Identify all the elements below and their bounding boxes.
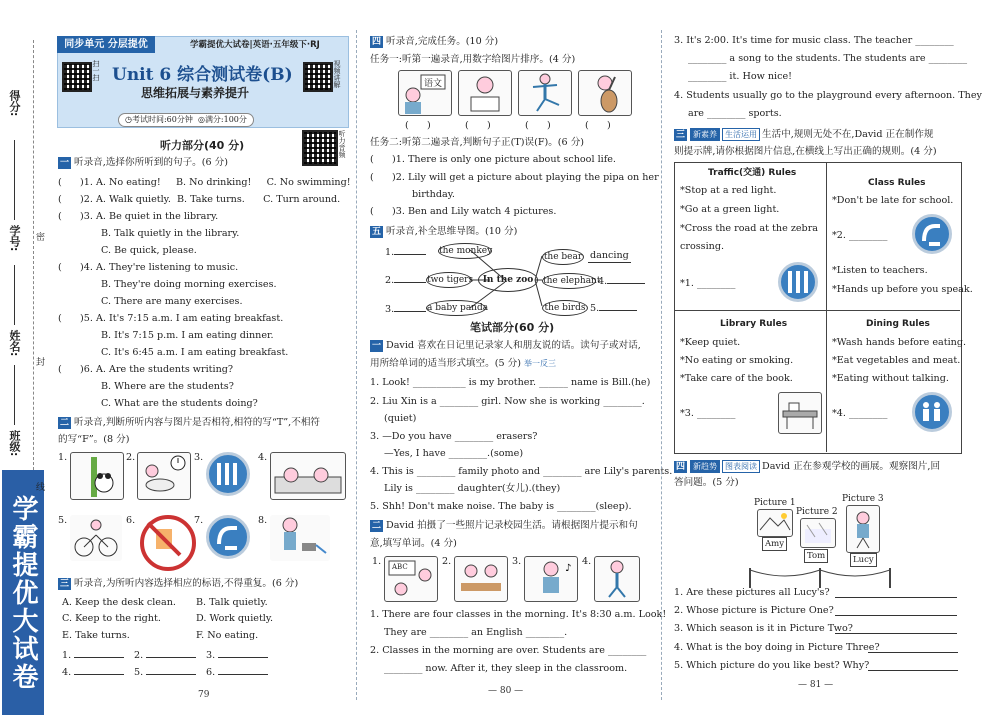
writing-4-title: 四 新趋势 图表阅读 David 正在参观学校的画展。观察图片,回 (675, 461, 941, 472)
rule-line: *Don't be late for school. (832, 195, 954, 206)
pic-num: 4. (258, 452, 268, 463)
slogan-option: A. Keep the desk clean. (62, 597, 176, 608)
writing-1-title-cont: 用所给单词的适当形式填空。(5 分) 举一反三 (370, 358, 557, 369)
order-paren[interactable]: ( ) (525, 120, 551, 131)
order-paren[interactable]: ( ) (585, 120, 611, 131)
picture-clean-desk (778, 392, 822, 434)
fill-line: Lily is ________ daughter(女儿).(they) (384, 483, 561, 494)
qr-right-label: 视频讲解 (333, 60, 341, 88)
fill-line: 2. Liu Xin is a ________ girl. Now she is working ________. (370, 396, 645, 407)
seal-xian: 线 (36, 483, 46, 493)
picture-english-class (384, 556, 438, 602)
svg-text:语文: 语文 (424, 79, 443, 89)
answer-blank[interactable]: 5. (134, 665, 196, 679)
section-3-title: 三 听录音,为所听内容选择相应的标语,不得重复。(6 分) (59, 578, 299, 589)
picture-bicycle (70, 515, 122, 561)
node-the-monkey: the monkey (438, 243, 492, 259)
slogan-option: B. Talk quietly. (196, 597, 268, 608)
slogan-option: F. No eating. (196, 630, 259, 641)
answer-blank[interactable]: 3. (206, 648, 268, 662)
rule-blank[interactable]: *1. ________ (680, 278, 736, 289)
pic-num: 2. (126, 452, 136, 463)
node-the-birds: the birds (542, 300, 588, 316)
answer-line[interactable] (835, 633, 957, 634)
qr-code-audio (302, 130, 338, 166)
picture-panda (70, 452, 124, 500)
rule-line: *Take care of the book. (680, 373, 793, 384)
pic-num: 4. (582, 556, 592, 567)
writing-title: 笔试部分(60 分) (470, 321, 555, 334)
node-center-zoo: In the zoo (478, 268, 538, 292)
picture-3-label: Picture 3 (842, 494, 884, 504)
pic-num: 6. (126, 515, 136, 526)
sign-keep-right-icon (206, 452, 250, 496)
slogan-option: D. Work quietly. (196, 613, 274, 624)
link-tag[interactable]: 举一反三 (524, 359, 557, 368)
rule-line: *Stop at a red light. (680, 185, 777, 196)
answer-line[interactable] (868, 652, 958, 653)
rule-line: *Eating without talking. (832, 373, 949, 384)
id-label: 学号: (8, 225, 21, 252)
picture-watering (270, 515, 330, 561)
fill-line: They are ________ an English ________. (384, 627, 568, 638)
section-4-title: 四 听录音,完成任务。(10 分) (371, 36, 499, 47)
fill-line: 4. Students usually go to the playground every afternoon. They (674, 90, 982, 101)
fill-line: (quiet) (384, 413, 417, 424)
header-badge: 同步单元 分层提优 (57, 36, 155, 53)
keep-right-sign-icon (778, 262, 818, 302)
spine-strip (0, 0, 46, 715)
picture-eating-clock (137, 452, 191, 500)
page-number: 79 (198, 690, 210, 700)
listening-title: 听力部分(40 分) (160, 139, 245, 152)
mind-num-5: 5. (590, 301, 637, 315)
question: 5. Which picture do you like best? Why? (674, 660, 870, 671)
page-number: — 80 — (488, 686, 524, 696)
q-line: C. Be quick, please. (101, 245, 197, 256)
rule-blank[interactable]: *3. ________ (680, 408, 736, 419)
fill-line: 3. It's 2:00. It's time for music class. The teacher ________ (674, 35, 954, 46)
rule-blank[interactable]: *4. ________ (832, 408, 888, 419)
q-line: ( )5. A. It's 7:15 a.m. I am eating breakfast. (58, 313, 284, 324)
answer-line[interactable] (835, 597, 957, 598)
q-line: ( )6. A. Are the students writing? (58, 364, 234, 375)
pic-num: 2. (442, 556, 452, 567)
q-line: B. They're doing morning exercises. (101, 279, 277, 290)
mind-num-3: 3. (385, 302, 426, 316)
picture-sports (594, 556, 640, 602)
fill-line: 1. There are four classes in the morning. It's 8:30 a.m. Look! (370, 609, 667, 620)
picture-music-class (524, 556, 578, 602)
brand-vertical: 学霸提优大试卷 (2, 470, 44, 715)
tf-line: birthday. (412, 189, 455, 200)
q-line: ( )3. A. Be quiet in the library. (58, 211, 219, 222)
rule-line: *Wash hands before eating. (832, 337, 967, 348)
rule-line: *No eating or smoking. (680, 355, 794, 366)
picture-reading-girl (458, 70, 512, 116)
class-label: 班级: (8, 430, 21, 457)
fill-line: 2. Classes in the morning are over. Students are ________ (370, 645, 647, 656)
question: 4. What is the boy doing in Picture Three? (674, 642, 880, 653)
pic-num: 1. (58, 452, 68, 463)
q-line: B. Talk quietly in the library. (101, 228, 240, 239)
traffic-rules-title: Traffic(交通) Rules (708, 168, 797, 178)
node-two-tigers: two tigers (426, 272, 472, 288)
pic-num: 1. (372, 556, 382, 567)
abc-board: ABC (392, 563, 408, 571)
rule-line: *Eat vegetables and meat. (832, 355, 961, 366)
take-turns-sign-icon (912, 214, 952, 254)
picture-2-frame (800, 518, 836, 548)
question: 1. Are these pictures all Lucy's? (674, 587, 830, 598)
section-2-title-cont: 的写“F”。(8 分) (58, 434, 130, 445)
fill-line: ________ it. How nice! (688, 71, 793, 82)
question: 3. Which season is it in Picture Two? (674, 623, 853, 634)
section-5-title: 五 听录音,补全思维导图。(10 分) (371, 226, 518, 237)
seal-feng: 封 (36, 358, 46, 368)
answer-blank[interactable]: 2. (134, 648, 196, 662)
pic-num: 3. (512, 556, 522, 567)
pic-num: 8. (258, 515, 268, 526)
picture-sleeping (270, 452, 346, 500)
q-line: B. It's 7:15 p.m. I am eating dinner. (101, 330, 274, 341)
rule-line: crossing. (680, 241, 725, 252)
q-line: C. It's 6:45 a.m. I am eating breakfast. (101, 347, 289, 358)
dining-rules-title: Dining Rules (866, 319, 930, 329)
picture-1-owner: Amy (762, 537, 787, 551)
fill-line: 4. This is ________ family photo and ________ are Lily's parents. (370, 466, 673, 477)
node-the-bear: the bear (542, 249, 584, 265)
answer-line[interactable] (868, 670, 958, 671)
order-paren[interactable]: ( ) (405, 120, 431, 131)
picture-lunch (454, 556, 508, 602)
score-icon: ◎ (197, 115, 205, 124)
fill-line: ________ now. After it, they sleep in the classroom. (384, 663, 628, 674)
writing-3-title-cont: 则提示牌,请你根据图片信息,在横线上写出正确的规则。(4 分) (674, 146, 937, 157)
picture-dancing (518, 70, 572, 116)
tf-line: ( )2. Lily will get a picture about playing the pipa on her (370, 172, 659, 183)
node-dancing: dancing (590, 250, 629, 261)
picture-2-label: Picture 2 (796, 507, 838, 517)
q-line: B. Where are the students? (101, 381, 234, 392)
qr-audio-label: 听力音频 (338, 130, 346, 158)
q-line: ( )1. A. No eating! B. No drinking! C. No swimming! (58, 177, 351, 188)
answer-blank[interactable]: 4. (62, 665, 124, 679)
order-paren[interactable]: ( ) (465, 120, 491, 131)
mind-num-1: 1. (385, 245, 426, 259)
answer-blank[interactable]: 6. (206, 665, 268, 679)
task-2-title: 任务二:听第二遍录音,判断句子正(T)误(F)。(6 分) (370, 137, 585, 148)
qr-left-label: 扫一扫 (92, 60, 100, 81)
score-label: 得分: (8, 90, 21, 117)
name-label: 姓名: (8, 330, 21, 357)
mind-num-2: 2. (385, 273, 426, 287)
writing-2-title: 二 David 拍摄了一些照片记录校园生活。请根据图片提示和句 (371, 520, 638, 531)
writing-4-title-cont: 答问题。(5 分) (674, 477, 739, 488)
pic-num: 7. (194, 515, 204, 526)
fill-line: ________ a song to the students. The students are ________ (688, 53, 968, 64)
writing-1-title: 一 David 喜欢在日记里记录家人和朋友说的话。读句子或对话, (371, 340, 641, 351)
picture-3-frame (846, 505, 880, 553)
q-line: C. There are many exercises. (101, 296, 243, 307)
writing-2-title-cont: 意,填写单词。(4 分) (370, 538, 457, 549)
exam-info: ◷考试时间:60分钟 ◎满分:100分 (118, 113, 254, 127)
answer-blank[interactable]: 1. (62, 648, 124, 662)
fill-line: —Yes, I have ________.(some) (384, 448, 524, 459)
picture-1-frame (757, 509, 793, 537)
header-series: 学霸提优大试卷|英语·五年级下·RJ (190, 40, 320, 50)
rule-line: *Cross the road at the zebra (680, 223, 818, 234)
slogan-option: E. Take turns. (62, 630, 130, 641)
fill-line: 5. Shh! Don't make noise. The baby is ________(sleep). (370, 501, 632, 512)
fill-line: 3. —Do you have ________ erasers? (370, 431, 538, 442)
node-a-baby-panda: a baby panda (426, 300, 486, 316)
picture-1-label: Picture 1 (754, 498, 796, 508)
unit-subtitle: 思维拓展与素养提升 (141, 86, 250, 100)
rule-blank[interactable]: *2. ________ (832, 230, 888, 241)
task-1-title: 任务一:听第一遍录音,用数字给图片排序。(4 分) (370, 54, 576, 65)
pic-num: 3. (194, 452, 204, 463)
answer-line[interactable] (835, 615, 957, 616)
fill-line: 1. Look! ___________ is my brother. ______ name is Bill.(he) (370, 377, 651, 388)
picture-chinese-class (398, 70, 452, 116)
picture-playing-pipa (578, 70, 632, 116)
mind-num-4: 4. (598, 274, 645, 288)
qr-code-right (303, 62, 333, 92)
sign-take-turns-icon (206, 515, 250, 559)
fill-line: are ________ sports. (688, 108, 782, 119)
writing-3-title: 三 新素养 生活运用 生活中,规则无处不在,David 正在制作规 (675, 129, 934, 140)
svg-text:♪: ♪ (565, 563, 572, 574)
seal-mi: 密 (36, 233, 46, 243)
picture-no-eating (140, 515, 196, 571)
q-line: ( )2. A. Walk quietly. B. Take turns. C. Turn around. (58, 194, 341, 205)
unit-title: Unit 6 综合测试卷(B) (112, 65, 293, 85)
qr-code-left (62, 62, 92, 92)
rule-line: *Go at a green light. (680, 204, 780, 215)
rule-line: *Keep quiet. (680, 337, 741, 348)
class-rules-title: Class Rules (868, 178, 926, 188)
tf-line: ( )1. There is only one picture about school life. (370, 154, 616, 165)
picture-2-owner: Tom (804, 549, 828, 563)
rule-line: *Listen to teachers. (832, 265, 928, 276)
rule-line: *Hands up before you speak. (832, 284, 973, 295)
q-line: ( )4. A. They're listening to music. (58, 262, 239, 273)
node-the-elephant: the elephant (542, 273, 596, 289)
picture-3-owner: Lucy (850, 553, 877, 567)
question: 2. Whose picture is Picture One? (674, 605, 834, 616)
tf-line: ( )3. Ben and Lily watch 4 pictures. (370, 206, 557, 217)
clock-icon: ◷ (125, 115, 132, 124)
q-line: C. What are the students doing? (101, 398, 258, 409)
section-2-title: 二 听录音,判断所听内容与图片是否相符,相符的写“T”,不相符 (59, 417, 321, 428)
library-rules-title: Library Rules (720, 319, 788, 329)
page-number: — 81 — (798, 680, 834, 690)
pic-num: 5. (58, 515, 68, 526)
queue-sign-icon (912, 392, 952, 432)
section-1-title: 一 听录音,选择你所听到的句子。(6 分) (59, 157, 229, 168)
slogan-option: C. Keep to the right. (62, 613, 161, 624)
